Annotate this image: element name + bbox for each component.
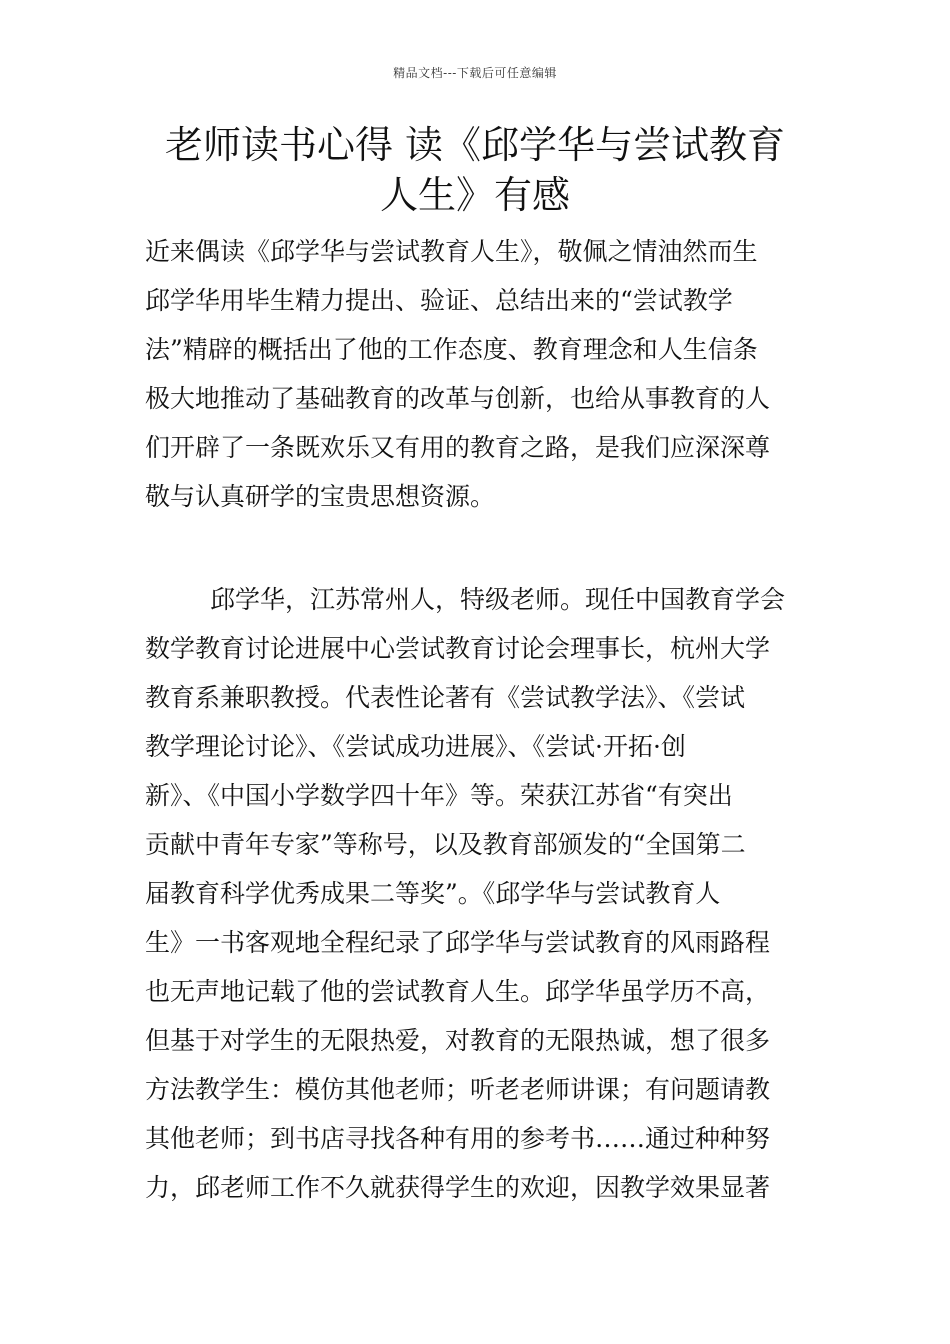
paragraph-line: 邱学华，江苏常州人，特级老师。现任中国教育学会 [210, 585, 786, 614]
paragraph-line: 敬与认真研学的宝贵思想资源。 [145, 482, 496, 511]
paragraph-line: 教育系兼职教授。代表性论著有《尝试教学法》、《尝试 [145, 683, 746, 712]
paragraph-line: 其他老师；到书店寻找各种有用的参考书……通过种种努 [145, 1124, 771, 1153]
paragraph-line: 届教育科学优秀成果二等奖”。《邱学华与尝试教育人 [145, 879, 721, 908]
paragraph-line: 法”精辟的概括出了他的工作态度、教育理念和人生信条 [145, 335, 758, 364]
paragraph-line: 新》、《中国小学数学四十年》等。荣获江苏省“有突出 [145, 781, 733, 810]
paragraph-1 [145, 227, 810, 521]
paragraph-2 [145, 575, 810, 1212]
paragraph-line: 贡献中青年专家”等称号，以及教育部颁发的“全国第二 [145, 830, 746, 859]
document-title [150, 120, 800, 220]
paragraph-line: 邱学华用毕生精力提出、验证、总结出来的“尝试教学 [145, 286, 733, 315]
page-header: 精品文档---下载后可任意编辑 [393, 66, 557, 80]
paragraph-line: 们开辟了一条既欢乐又有用的教育之路，是我们应深深尊 [145, 433, 771, 462]
title-line-1: 老师读书心得 读《邱学华与尝试教育 [164, 123, 786, 167]
paragraph-line: 教学理论讨论》、《尝试成功进展》、《尝试·开拓·创 [145, 732, 686, 761]
title-line-2: 人生》有感 [379, 173, 570, 217]
paragraph-line: 生》一书客观地全程纪录了邱学华与尝试教育的风雨路程 [145, 928, 771, 957]
paragraph-line: 但基于对学生的无限热爱，对教育的无限热诚，想了很多 [145, 1026, 771, 1055]
paragraph-line: 数学教育讨论进展中心尝试教育讨论会理事长，杭州大学 [145, 634, 771, 663]
paragraph-line: 近来偶读《邱学华与尝试教育人生》，敬佩之情油然而生 [145, 237, 758, 266]
paragraph-line: 也无声地记载了他的尝试教育人生。邱学华虽学历不高， [145, 977, 771, 1006]
paragraph-line: 力，邱老师工作不久就获得学生的欢迎，因教学效果显著 [145, 1173, 771, 1202]
paragraph-line: 方法教学生：模仿其他老师；听老老师讲课；有问题请教 [145, 1075, 771, 1104]
paragraph-line: 极大地推动了基础教育的改革与创新，也给从事教育的人 [145, 384, 771, 413]
